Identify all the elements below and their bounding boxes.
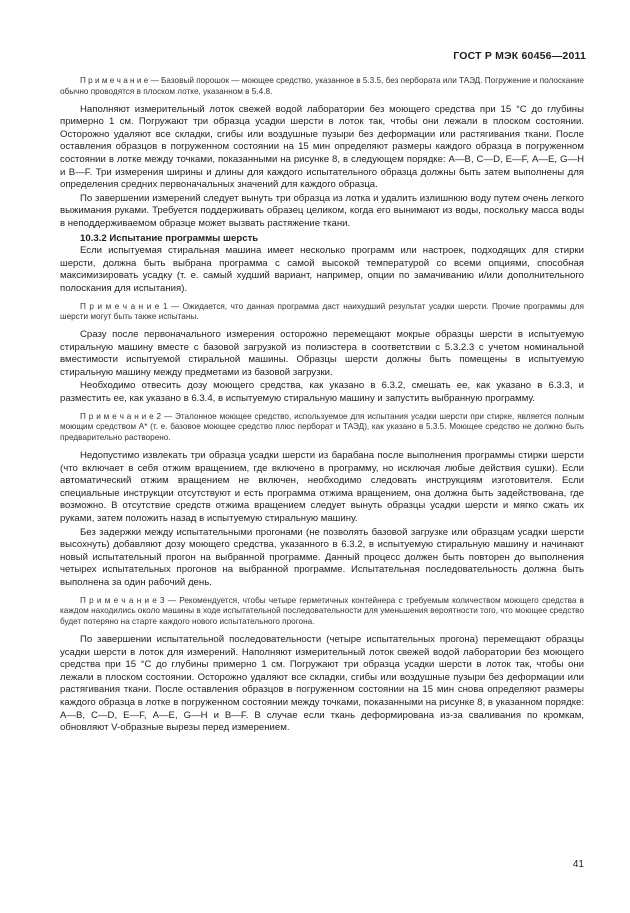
paragraph-7: Без задержки между испытательными прогонами (не позволять базовой загрузке или образцам усадки шерсти высохнуть) добавляют дозу моющего средства, указанного в 6.3.2, в испытуемую стиральную машину и начинают новый испытательный прогон на выбранной программе. Данный процесс должен быть повторен до выполнения четырех испытательных прогонов на выбранной программе. Испытательная последовательность должна быть выполнена за один рабочий день.: [60, 526, 584, 588]
paragraph-6: Недопустимо извлекать три образца усадки шерсти из барабана после выполнения программы стирки шерсти (что включает в себя отжим вращением, где включено в программу, но исключая любые действия сушки). Если автоматический отжим вращением не включен, необходимо следовать инструкциям изготовителя. Если специальные инструкции отсутствуют и есть программа отжима вращением, она должна быть задействована, где возможно. В отсутствие средств отжима вращением следует вынуть образцы усадки шерсти и мягко сжать их руками, затем положить назад в испытуемую стиральную машину.: [60, 450, 584, 525]
paragraph-2: По завершении измерений следует вынуть три образца из лотка и удалить излишнюю воду путем очень легкого выжимания руками. Требуется поддерживать образец целиком, когда его вынимают из воды, поскольку масса воды в неподдерживаемом образце может вызвать растяжение ткани.: [60, 192, 584, 229]
note-1: П р и м е ч а н и е 1 — Ожидается, что данная программа даст наихудший результат усадки шерсти. Прочие программы для шерсти могут быть также испытаны.: [60, 301, 584, 322]
section-heading: 10.3.2 Испытание программы шерсть: [80, 232, 259, 244]
page-body: [60, 76, 584, 736]
paragraph-8: По завершении испытательной последовательности (четыре испытательных прогона) перемещают образцы усадки шерсти в лоток для измерений. Наполняют измерительный лоток свежей водой лаборатории без моющего средства при 15 °С до глубины примерно 1 см. Погружают три образца усадки шерсти в лоток так, чтобы они лежали в плоском состоянии. Осторожно удаляют все складки, сгибы или воздушные пузыри без деформации или растягивания ткани. После оставления образцов в погруженном состоянии на 15 мин снова определяют размеры каждого образца в лотке в погруженном состоянии между точками, показанными на рисунке 8, в указанном порядке: А—В, С—D, Е—F, А—Е, G—H и В—F. В случае если ткань деформирована из-за сваливания по кромкам, обновляют V-образные вырезы перед измерением.: [60, 633, 584, 734]
paragraph-5: Необходимо отвесить дозу моющего средства, как указано в 6.3.2, смешать ее, как указано в 6.3.3, и разместить ее, как указано в 6.3.4, в испытуемую стиральную машину и запустить выбранную программу.: [60, 380, 584, 405]
note-2: П р и м е ч а н и е 2 — Эталонное моющее средство, используемое для испытания усадки шерсти при стирке, является полным моющим средством А* (т. е. базовое моющее средство плюс перборат и ТАЭД), как указано в 5.3.5. Моющее средство не должно быть предварительно растворено.: [60, 411, 584, 443]
paragraph-1: Наполняют измерительный лоток свежей водой лаборатории без моющего средства при 15 °С до глубины примерно 1 см. Погружают три образца усадки шерсти в лоток так, чтобы они лежали в плоском состоянии. Осторожно удаляют все складки, сгибы или воздушные пузыри без деформации или растягивания ткани. После оставления образцов в погруженном состоянии на 15 мин определяют размеры каждого образца в погруженном состоянии в лотке между точками, показанными на рисунке 8, в следующем порядке: А—В, С—D, Е—F, А—Е, G—H и В—F. Три измерения ширины и длины для каждого испытательного образца должны быть затем выполнены для определения средних первоначальных значений для каждого образца.: [60, 103, 584, 191]
document-header: ГОСТ Р МЭК 60456—2011: [453, 50, 586, 62]
note-top: П р и м е ч а н и е — Базовый порошок — моющее средство, указанное в 5.3.5, без пербората или ТАЭД. Погружение и полоскание обычно проводятся в плоском лотке, указанном в 5.4.8.: [60, 76, 584, 96]
paragraph-3: Если испытуемая стиральная машина имеет несколько программ или настроек, подходящих для стирки шерсти, должна быть выбрана программа с самой высокой температурой со всеми опциями, способная максимизировать усадку (т. е. самый худший вариант, например, опции по замачиванию и/или дополнительного полоскания для испытания).: [60, 245, 584, 294]
page-number: 41: [572, 859, 584, 870]
paragraph-4: Сразу после первоначального измерения осторожно перемещают мокрые образцы шерсти в испытуемую стиральную машину вместе с базовой загрузкой из полиэстера в соответствии с 5.3.2.3 с учетом номинальной вместимости испытуемой стиральной машины. Образцы шерсти должны быть помещены в испытуемую стиральную машину между предметами из базовой загрузки.: [60, 329, 584, 378]
note-3: П р и м е ч а н и е 3 — Рекомендуется, чтобы четыре герметичных контейнера с требуемым количеством моющего средства в каждом находились около машины в ходе испытательной последовательности для уменьшения вероятности того, что моющее средство будет потеряно на старте каждого нового испытательного прогона.: [60, 595, 584, 627]
